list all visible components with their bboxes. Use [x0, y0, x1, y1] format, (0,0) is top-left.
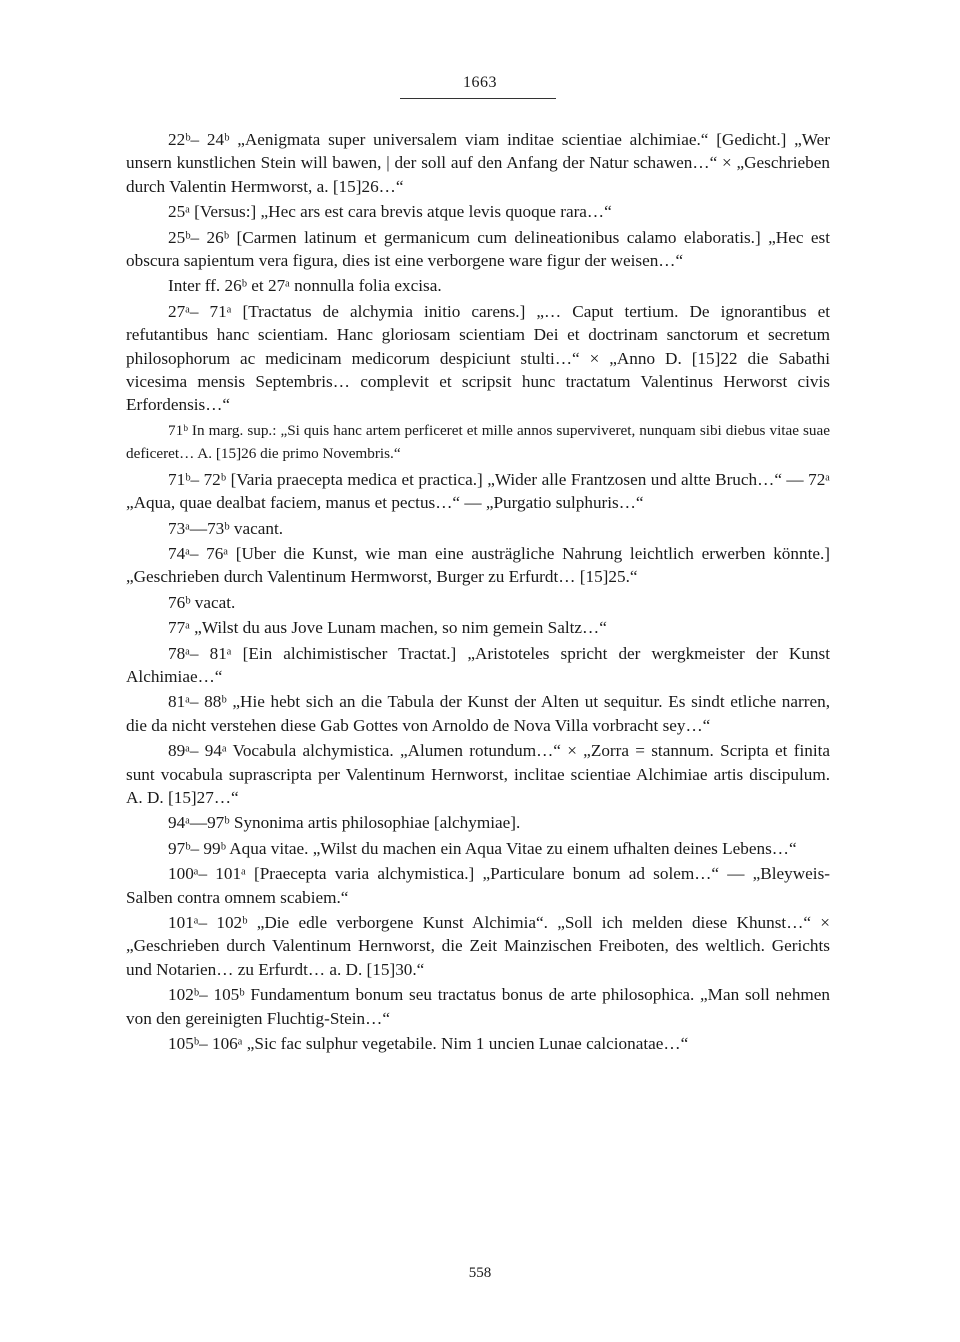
- page-header-number: 1663: [463, 74, 497, 91]
- catalog-entry: 81ᵃ– 88ᵇ „Hie hebt sich an die Tabula der Kunst der Alten ut sequitur. Es sindt etliche narren, die da nicht verstehen diese Gab Gottes von Arnoldo de Nova Villa vorbracht sey…“: [126, 692, 830, 735]
- catalog-entry: 25ᵇ– 26ᵇ [Carmen latinum et germanicum cum delineationibus calamo elaboratis.] „Hec est obscura sapientum vera figura, dies ist eine verborgene ware figur der weisen…“: [126, 227, 830, 271]
- catalog-entry: 71ᵇ– 72ᵇ [Varia praecepta medica et practica.] „Wider alle Frantzosen und altte Bruch…“ — 72ᵃ „Aqua, quae dealbat faciem, manus et pectus…“ — „Purgatio sulphuris…“: [126, 469, 830, 513]
- catalog-entry: Inter ff. 26ᵇ et 27ᵃ nonnulla folia excisa.: [168, 276, 442, 296]
- catalog-entry: 71ᵇ In marg. sup.: „Si quis hanc artem perficeret et mille annos superviveret, nunquam sibi diebus vitae suae deficeret… A. [15]26 die primo Novembris.“: [126, 421, 830, 463]
- catalog-entry: 25ᵃ [Versus:] „Hec ars est cara brevis atque levis quoque rara…“: [168, 202, 612, 222]
- catalog-entry: 105ᵇ– 106ᵃ „Sic fac sulphur vegetabile. Nim 1 uncien Lunae calcionatae…“: [168, 1034, 689, 1054]
- catalog-entry: 102ᵇ– 105ᵇ Fundamentum bonum seu tractatus bonus de arte philosophica. „Man soll nehmen von den gereinigten Fluchtig-Stein…“: [126, 985, 830, 1028]
- catalog-entry: 73ᵃ—73ᵇ vacant.: [168, 518, 284, 538]
- catalog-entry: 78ᵃ– 81ᵃ [Ein alchimistischer Tractat.] „Aristoteles spricht der wergkmeister der Kunst Alchimiae…“: [126, 643, 830, 686]
- catalog-entry: 22ᵇ– 24ᵇ „Aenigmata super universalem viam inditae scientiae alchimiae.“ [Gedicht.] „Wer unsern kunstlichen Stein will bawen, | der soll auf den Anfang der Natur schawen…“ × „Geschrieben durch Valentin Hermworst, a. [15]26…“: [126, 130, 830, 196]
- catalog-entry: 27ᵃ– 71ᵃ [Tractatus de alchymia initio carens.] „… Caput tertium. De ignorantibus et refutantibus hanc scientiam. Hanc gloriosam scientiam Dei et doctrinam sanctorum et secretum philosophorum ac medicinam medicorum despiciunt stulti…“ × „Anno D. [15]22 die Sabathi vicesima mensis Septembris… complevit et scripsit hunc tractatum Valentinus Herworst civis Erfordensis…“: [126, 301, 830, 415]
- catalog-entry: 74ᵃ– 76ᵃ [Uber die Kunst, wie man eine austrägliche Nahrung leichtlich erwerben könnte.] „Geschrieben durch Valentinum Hermworst, Burger zu Erfurdt… [15]25.“: [126, 543, 830, 587]
- catalog-entry: 97ᵇ– 99ᵇ Aqua vitae. „Wilst du machen ein Aqua Vitae zu einem ufhalten deines Lebens…“: [168, 838, 797, 858]
- catalog-entry: 76ᵇ vacat.: [168, 592, 236, 612]
- header-rule: [400, 98, 556, 99]
- catalog-body: [126, 128, 830, 1057]
- catalog-entry: 101ᵃ– 102ᵇ „Die edle verborgene Kunst Alchimia“. „Soll ich melden diese Khunst…“ × „Geschrieben durch Valentinum Hernworst, die Zeit Mainzischen Freiboten, des weltlich. Gerichts und Notarien… zu Erfurdt… a. D. [15]30.“: [126, 913, 830, 979]
- catalog-entry: 77ᵃ „Wilst du aus Jove Lunam machen, so nim gemein Saltz…“: [168, 618, 607, 638]
- catalog-entry: 100ᵃ– 101ᵃ [Praecepta varia alchymistica.] „Particulare bonum ad solem…“ — „Bleyweis-Salben contra omnem scabiem.“: [126, 864, 830, 907]
- catalog-entry: 89ᵃ– 94ᵃ Vocabula alchymistica. „Alumen rotundum…“ × „Zorra = stannum. Scripta et finita sunt vocabula suprascripta per Valentinum Hernworst, inclitae scientiae Alchimiae artis discipulum. A. D. [15]27…“: [126, 741, 830, 807]
- page-footer-number: 558: [468, 1265, 492, 1281]
- catalog-entry: 94ᵃ—97ᵇ Synonima artis philosophiae [alchymiae].: [168, 813, 521, 833]
